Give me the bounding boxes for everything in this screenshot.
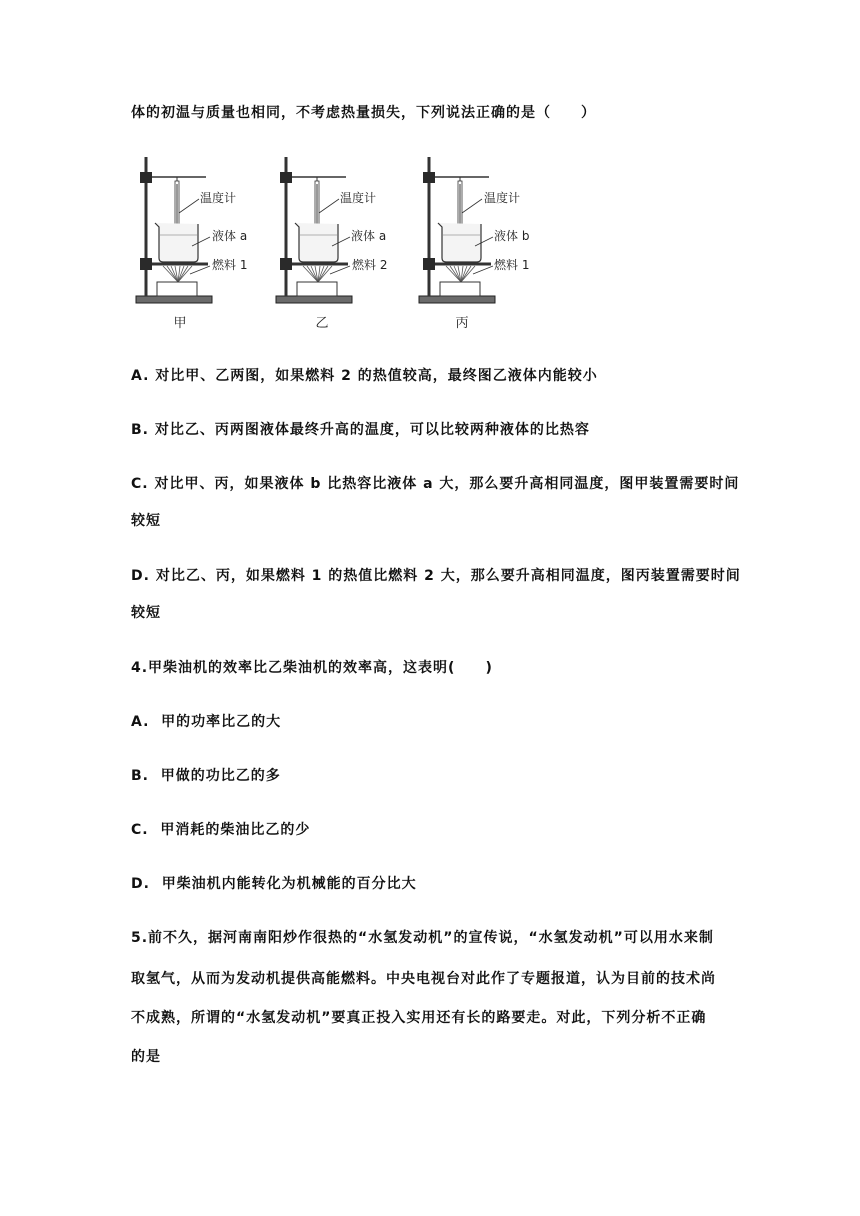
experiment-figure: [120, 150, 560, 340]
q5-stem-line-4: 的是: [131, 1049, 161, 1065]
fuel-label: 燃料 1: [494, 258, 530, 272]
q4-option-c: C. 甲消耗的柴油比乙的少: [131, 822, 311, 838]
liquid-label: 液体 b: [494, 229, 530, 243]
figure-caption: 甲: [173, 316, 187, 331]
q3-option-b: B. 对比乙、丙两图液体最终升高的温度，可以比较两种液体的比热容: [131, 422, 590, 438]
q3-option-c-line-1: C. 对比甲、丙，如果液体 b 比热容比液体 a 大，那么要升高相同温度，图甲装置需要时间: [131, 476, 740, 492]
apparatus-drawing: [136, 157, 212, 303]
thermometer-label: 温度计: [484, 191, 521, 205]
q5-stem-line-2: 取氢气，从而为发动机提供高能燃料。中央电视台对此作了专题报道，认为目前的技术尚: [131, 971, 716, 987]
question-3-intro: 体的初温与质量也相同，不考虑热量损失，下列说法正确的是（ ）: [131, 105, 596, 121]
figure-caption: 丙: [455, 316, 469, 331]
q3-option-a: A. 对比甲、乙两图，如果燃料 2 的热值较高，最终图乙液体内能较小: [131, 368, 598, 384]
thermometer-label: 温度计: [200, 191, 237, 205]
thermometer-label: 温度计: [340, 191, 377, 205]
figure-caption: 乙: [315, 316, 329, 331]
apparatus-drawing: [419, 157, 495, 303]
liquid-label: 液体 a: [212, 229, 248, 243]
apparatus-drawing: [276, 157, 352, 303]
q5-stem-line-1: 5.前不久，据河南南阳炒作很热的“水氢发动机”的宣传说，“水氢发动机”可以用水来制: [131, 930, 714, 946]
fuel-label: 燃料 1: [212, 258, 248, 272]
q4-stem: 4.甲柴油机的效率比乙柴油机的效率高，这表明( ): [131, 660, 493, 676]
q4-option-b: B. 甲做的功比乙的多: [131, 768, 281, 784]
q3-option-d-line-1: D. 对比乙、丙，如果燃料 1 的热值比燃料 2 大，那么要升高相同温度，图丙装置需要时间: [131, 568, 741, 584]
apparatus-jia: [136, 157, 247, 331]
q3-option-d-line-2: 较短: [131, 605, 161, 621]
q5-stem-line-3: 不成熟，所谓的“水氢发动机”要真正投入实用还有长的路要走。对此，下列分析不正确: [131, 1010, 707, 1026]
apparatus-bing: [419, 157, 529, 331]
apparatus-yi: [276, 157, 387, 331]
liquid-label: 液体 a: [351, 229, 387, 243]
q3-option-c-line-2: 较短: [131, 513, 161, 529]
fuel-label: 燃料 2: [352, 258, 388, 272]
q4-option-d: D. 甲柴油机内能转化为机械能的百分比大: [131, 876, 417, 892]
q4-option-a: A. 甲的功率比乙的大: [131, 714, 282, 730]
